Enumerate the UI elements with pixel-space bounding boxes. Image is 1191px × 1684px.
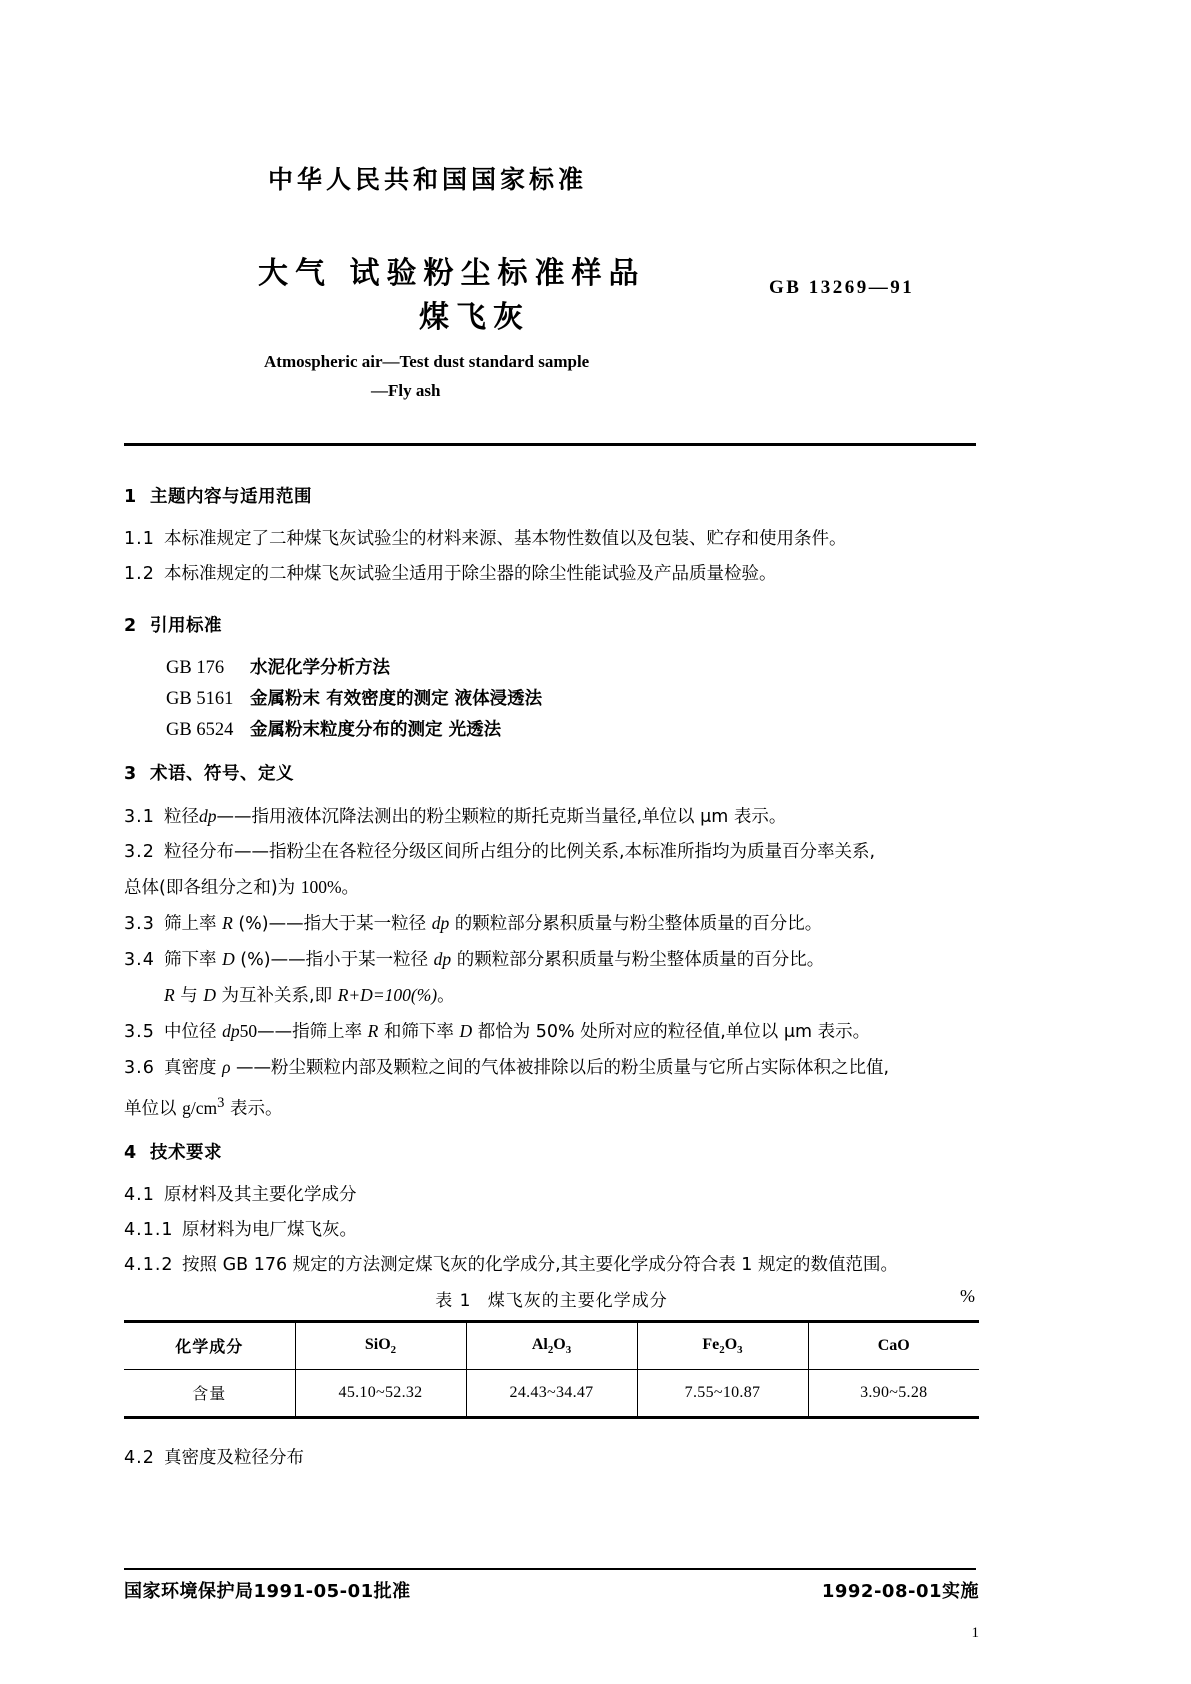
paragraph-3-6-continued	[124, 1088, 979, 1124]
paragraph-text-3-3-a: 筛上率	[164, 914, 223, 934]
paragraph-text-4-1-2: 按照 GB 176 规定的方法测定煤飞灰的化学成分,其主要化学成分符合表 1 规定的数值范围。	[182, 1254, 898, 1275]
paragraph-text-3-1-b: ——指用液体沉降法测出的粉尘颗粒的斯托克斯当量径,单位以 μm 表示。	[216, 807, 787, 827]
paragraph-text-4-2: 真密度及粒径分布	[164, 1447, 304, 1468]
table-chemical-composition	[124, 1320, 979, 1419]
referenced-standards-list	[124, 653, 979, 746]
section-number-2: 2	[124, 616, 137, 636]
section-number-1: 1	[124, 487, 137, 507]
paragraph-3-1	[124, 801, 979, 832]
column-header-fe2o3: $Fe_2O_3$	[637, 1321, 808, 1369]
paragraph-text-3-5-a: 中位径	[164, 1022, 223, 1042]
reference-title: 水泥化学分析方法	[250, 658, 390, 678]
unit-exponent: 3	[217, 1095, 225, 1111]
cell-al2o3-value: 24.43~34.47	[466, 1369, 637, 1417]
list-item	[124, 653, 979, 684]
symbol-D: D	[203, 985, 216, 1005]
paragraph-text-3-4-cont-d: 为互补关系,即	[215, 986, 338, 1006]
column-header-cao: CaO	[808, 1321, 979, 1369]
symbol-D: D	[459, 1021, 473, 1041]
paragraph-text-3-3-b: (%)——指大于某一粒径	[232, 914, 432, 934]
symbol-dp: dp	[222, 1021, 240, 1041]
paragraph-number-4-1-1: 4.1.1	[124, 1219, 174, 1240]
english-title-line-1: Atmospheric air—Test dust standard sample	[264, 352, 590, 371]
formula-R-plus-D: R+D=100(%)	[337, 985, 438, 1005]
header-divider-rule	[124, 443, 976, 446]
paragraph-number-4-1-2: 4.1.2	[124, 1254, 174, 1275]
paragraph-text-3-4-cont-b: 与	[174, 986, 204, 1006]
symbol-D: D	[222, 949, 235, 969]
section-title-4: 技术要求	[150, 1142, 222, 1163]
paragraph-3-4	[124, 944, 979, 975]
paragraph-text-3-4-b: (%)——指小于某一粒径	[234, 950, 434, 970]
symbol-R: R	[222, 913, 233, 933]
paragraph-number-1-2: 1.2	[124, 564, 155, 584]
section-heading-1	[124, 483, 979, 508]
cell-sio2-value: 45.10~52.32	[295, 1369, 466, 1417]
paragraph-3-6	[124, 1052, 979, 1083]
table-header-row	[124, 1321, 979, 1369]
paragraph-text-1-2: 本标准规定的二种煤飞灰试验尘适用于除尘器的除尘性能试验及产品质量检验。	[164, 564, 777, 584]
paragraph-text-3-2-cont-a: 总体(即各组分之和)为	[124, 878, 301, 898]
paragraph-1-1	[124, 524, 979, 554]
footer-effective-date: 1992-08-01实施	[821, 1581, 979, 1602]
list-item	[124, 684, 979, 715]
paragraph-number-1-1: 1.1	[124, 529, 155, 549]
cell-fe2o3-value: 7.55~10.87	[637, 1369, 808, 1417]
paragraph-1-2	[124, 559, 979, 589]
section-number-3: 3	[124, 764, 137, 784]
section-heading-2	[124, 612, 979, 637]
paragraph-number-4-1: 4.1	[124, 1184, 155, 1205]
paragraph-text-3-6-cont-c: 表示。	[224, 1098, 283, 1119]
cell-cao-value: 3.90~5.28	[808, 1369, 979, 1417]
list-item	[124, 715, 979, 746]
symbol-dp-50-subscript: 50	[239, 1021, 258, 1041]
reference-code: GB 176	[166, 658, 225, 678]
paragraph-4-1	[124, 1180, 979, 1210]
paragraph-text-3-2-cont-c: 。	[341, 878, 360, 898]
column-header-sio2: SiO$_2$	[295, 1321, 466, 1369]
section-title-1: 主题内容与适用范围	[150, 487, 312, 507]
document-title-line-1: 大气 试验粉尘标准样品	[258, 256, 646, 291]
reference-code: GB 5161	[166, 689, 234, 709]
footer-approval-text: 国家环境保护局1991-05-01批准	[124, 1581, 411, 1602]
page-number: 1	[971, 1625, 979, 1641]
table-caption-number: 表 1	[435, 1290, 472, 1311]
section-number-4: 4	[124, 1142, 137, 1163]
paragraph-text-3-4-c: 的颗粒部分累积质量与粉尘整体质量的百分比。	[451, 950, 825, 970]
symbol-rho: ρ	[222, 1057, 231, 1077]
paragraph-3-4-continued	[124, 980, 979, 1011]
paragraph-text-4-1-1: 原材料为电厂煤飞灰。	[182, 1219, 357, 1240]
paragraph-number-3-1: 3.1	[124, 807, 155, 827]
table-unit-label: %	[960, 1285, 975, 1306]
row-label-content: 含量	[192, 1384, 227, 1404]
paragraph-text-3-5-b: ——指筛上率	[257, 1022, 368, 1042]
column-header-component: 化学成分	[175, 1337, 244, 1357]
paragraph-text-3-1-a: 粒径	[164, 807, 199, 827]
section-title-2: 引用标准	[150, 616, 222, 636]
paragraph-3-2-continued	[124, 872, 979, 903]
paragraph-number-4-2: 4.2	[124, 1447, 155, 1468]
paragraph-number-3-6: 3.6	[124, 1058, 155, 1078]
footer-divider-rule	[124, 1568, 976, 1570]
table-row	[124, 1369, 979, 1417]
paragraph-4-2	[124, 1443, 979, 1473]
paragraph-number-3-4: 3.4	[124, 950, 155, 970]
paragraph-text-3-5-d: 都恰为 50% 处所对应的粒径值,单位以 μm 表示。	[472, 1022, 871, 1042]
paragraph-text-3-4-a: 筛下率	[164, 950, 223, 970]
symbol-dp: dp	[199, 806, 217, 826]
symbol-R: R	[367, 1021, 379, 1041]
paragraph-number-3-3: 3.3	[124, 914, 155, 934]
section-heading-3	[124, 760, 979, 785]
section-heading-4	[124, 1139, 979, 1164]
paragraph-number-3-2: 3.2	[124, 842, 155, 862]
unit-g-per-cm3: g/cm	[182, 1097, 218, 1118]
paragraph-4-1-1	[124, 1215, 979, 1245]
paragraph-text-3-2: 粒径分布——指粉尘在各粒径分级区间所占组分的比例关系,本标准所指均为质量百分率关系,	[164, 842, 876, 862]
paragraph-text-3-6-a: 真密度	[164, 1058, 223, 1078]
paragraph-text-3-6-b: ——粉尘颗粒内部及颗粒之间的气体被排除以后的粉尘质量与它所占实际体积之比值,	[230, 1058, 890, 1078]
table-1-caption	[124, 1286, 979, 1311]
symbol-dp: dp	[433, 949, 452, 969]
section-title-3: 术语、符号、定义	[150, 764, 294, 784]
paragraph-3-2	[124, 837, 979, 867]
value-100-percent: 100%	[300, 877, 342, 897]
symbol-dp: dp	[431, 913, 450, 933]
document-title-line-2: 煤飞灰	[419, 300, 530, 335]
paragraph-text-4-1: 原材料及其主要化学成分	[164, 1184, 357, 1205]
paragraph-3-3	[124, 908, 979, 939]
paragraph-text-3-3-c: 的颗粒部分累积质量与粉尘整体质量的百分比。	[449, 914, 823, 934]
national-standard-label: 中华人民共和国国家标准	[268, 165, 588, 194]
paragraph-text-1-1: 本标准规定了二种煤飞灰试验尘的材料来源、基本物性数值以及包装、贮存和使用条件。	[164, 529, 847, 549]
reference-title: 金属粉末粒度分布的测定 光透法	[250, 720, 502, 740]
paragraph-text-3-5-c: 和筛下率	[378, 1022, 460, 1042]
paragraph-3-5	[124, 1016, 979, 1047]
paragraph-text-3-6-cont-a: 单位以	[124, 1098, 183, 1119]
table-caption-title: 煤飞灰的主要化学成分	[487, 1290, 668, 1311]
standard-number: GB 13269—91	[769, 277, 915, 298]
reference-code: GB 6524	[166, 720, 234, 740]
paragraph-4-1-2	[124, 1250, 979, 1280]
reference-title: 金属粉末 有效密度的测定 液体浸透法	[250, 689, 543, 709]
symbol-R: R	[164, 985, 175, 1005]
paragraph-number-3-5: 3.5	[124, 1022, 155, 1042]
paragraph-text-3-4-cont-f: 。	[437, 986, 455, 1006]
document-body	[124, 483, 979, 1478]
english-title-line-2: —Fly ash	[371, 381, 441, 400]
column-header-al2o3: $Al_2O_3$	[466, 1321, 637, 1369]
